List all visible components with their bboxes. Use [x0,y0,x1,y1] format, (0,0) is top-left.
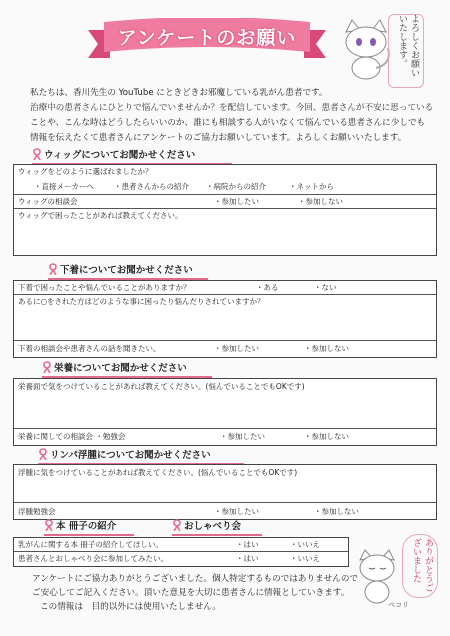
side-note-frame [388,14,424,88]
underwear-consult-row [14,341,436,357]
closing-line: アンケートにご協力ありがとうございました。個人特定するものではありませんので [32,574,359,584]
title-banner [88,18,326,62]
pink-ribbon-icon [32,148,42,160]
lymph-question-box [13,464,437,520]
thanks-bubble [402,534,438,598]
chat-question: 患者さんとおしゃべり会に参加してみたい。 [18,554,168,563]
underwear-not-attend-option[interactable]: ・参加しない [304,344,349,353]
thanks-note: ありがとうございました [411,538,433,592]
closing-paragraph [32,572,358,614]
section-title: 本 冊子の紹介 [56,521,117,532]
section-title: 下着についてお聞かせください [60,265,193,276]
pink-ribbon-icon [42,361,52,373]
section-header-wig [32,147,232,165]
nutrition-detail-row[interactable] [14,379,436,429]
section-header-lymphedema [38,447,244,465]
underwear-detail-row[interactable] [14,295,436,341]
underwear-consult-label: 下着の相談会や患者さんの話を聞きたい。 [18,344,161,353]
underwear-detail-label: あるに○をされた方はどのような事に困ったり悩んだりされていますか？ [18,297,265,306]
wig-consult-label: ウィッグの相談会 [18,197,78,206]
underwear-attend-option[interactable]: ・参加したい [214,344,259,353]
section-title: ウィッグについてお聞かせください [44,150,196,161]
underwear-question: 下着で困ったことや悩んでいることがありますか？ [18,283,191,292]
book-row [14,538,348,552]
wig-question: ウィッグをどのように選ばれましたか？ [18,167,153,176]
underwear-no-option[interactable]: ・ない [314,283,337,292]
underwear-q1-row [14,281,436,295]
pink-ribbon-icon [38,448,48,460]
lymph-detail-row[interactable] [14,465,436,503]
pink-ribbon-icon [44,519,54,531]
nutrition-consult-label: 栄養に関しての相談会 ・勉強会 [18,432,126,441]
section-header-underwear [48,262,208,280]
closing-line: ご安心してご記入ください。頂いた意見を大切に患者さんに情報としていきます。 [32,588,350,598]
wig-choice-row [14,165,436,195]
chat-no-option[interactable]: ・いいえ [290,554,320,563]
intro-line: 情報を伝えたくて患者さんにアンケートのご協力お願いしています。よろしくお願いいたします。 [30,133,407,143]
intro-paragraph [30,86,434,146]
option-internet[interactable]: ・ネットから [289,182,334,191]
intro-line: ことや、こんな時はどうしたらいいのか、誰にも相談する人がいなくて悩んでいる患者さんに少しでも [30,118,426,128]
wig-trouble-row[interactable] [14,209,436,255]
underwear-question-box [13,280,437,358]
intro-line: 私たちは、香川先生の YouTube にときどきお邪魔している乳がん患者です。 [30,88,328,98]
chat-yes-option[interactable]: ・はい [236,554,259,563]
wig-not-attend-option[interactable]: ・参加しない [298,197,343,206]
option-direct-maker[interactable]: ・直接メーカーへ [34,182,94,191]
book-question: 乳がんに関する本 冊子の紹介してほしい。 [18,540,163,549]
section-header-chat [172,518,262,536]
nutrition-question: 栄養面で気をつけていることがあれば教えてください。(悩んでいることでもOKです) [18,382,305,391]
book-question-box [13,537,349,567]
wig-trouble-label: ウィッグで困ったことがあれば教えてください。 [18,211,183,220]
wig-question-box [13,164,437,256]
cat-caption: ペコリ [388,601,409,609]
cat-illustration-bottom [352,548,402,606]
page-title: アンケートのお願い [117,27,297,49]
lymph-consult-row [14,503,436,519]
section-header-nutrition [42,360,212,378]
lymph-not-attend-option[interactable]: ・参加しない [314,507,359,516]
intro-line: 治療中の患者さんにひとりで悩んでいませんか？を配信しています。今回、患者さんが不安に思っている [30,103,434,113]
pink-ribbon-icon [48,263,58,275]
nutrition-not-attend-option[interactable]: ・参加しない [304,432,349,441]
wig-attend-option[interactable]: ・参加したい [214,197,259,206]
nutrition-question-box [13,378,437,446]
book-yes-option[interactable]: ・はい [236,540,259,549]
nutrition-attend-option[interactable]: ・参加したい [220,432,265,441]
side-note: よろしくお願いいたします。 [397,14,419,77]
section-title: 栄養についてお聞かせください [54,363,187,374]
chat-row [14,552,348,566]
wig-consult-row [14,195,436,209]
section-title: リンパ浮腫についてお聞かせください [50,450,211,461]
lymph-question: 浮腫に気をつけていることがあれば教えてください。(悩んでいることでもOKです) [18,468,298,477]
option-hospital-referral[interactable]: ・病院からの紹介 [206,182,266,191]
option-patient-referral[interactable]: ・患者さんからの紹介 [114,182,189,191]
section-header-book [44,518,134,536]
underwear-yes-option[interactable]: ・ある [256,283,279,292]
pink-ribbon-icon [172,519,182,531]
closing-line: この情報は 目的以外には使用いたしません。 [40,602,221,612]
section-title: おしゃべり会 [184,521,242,532]
book-no-option[interactable]: ・いいえ [290,540,320,549]
nutrition-consult-row [14,429,436,445]
lymph-consult-label: 浮腫勉強会 [18,507,56,516]
lymph-attend-option[interactable]: ・参加したい [214,507,259,516]
cat-illustration-top [336,18,396,80]
